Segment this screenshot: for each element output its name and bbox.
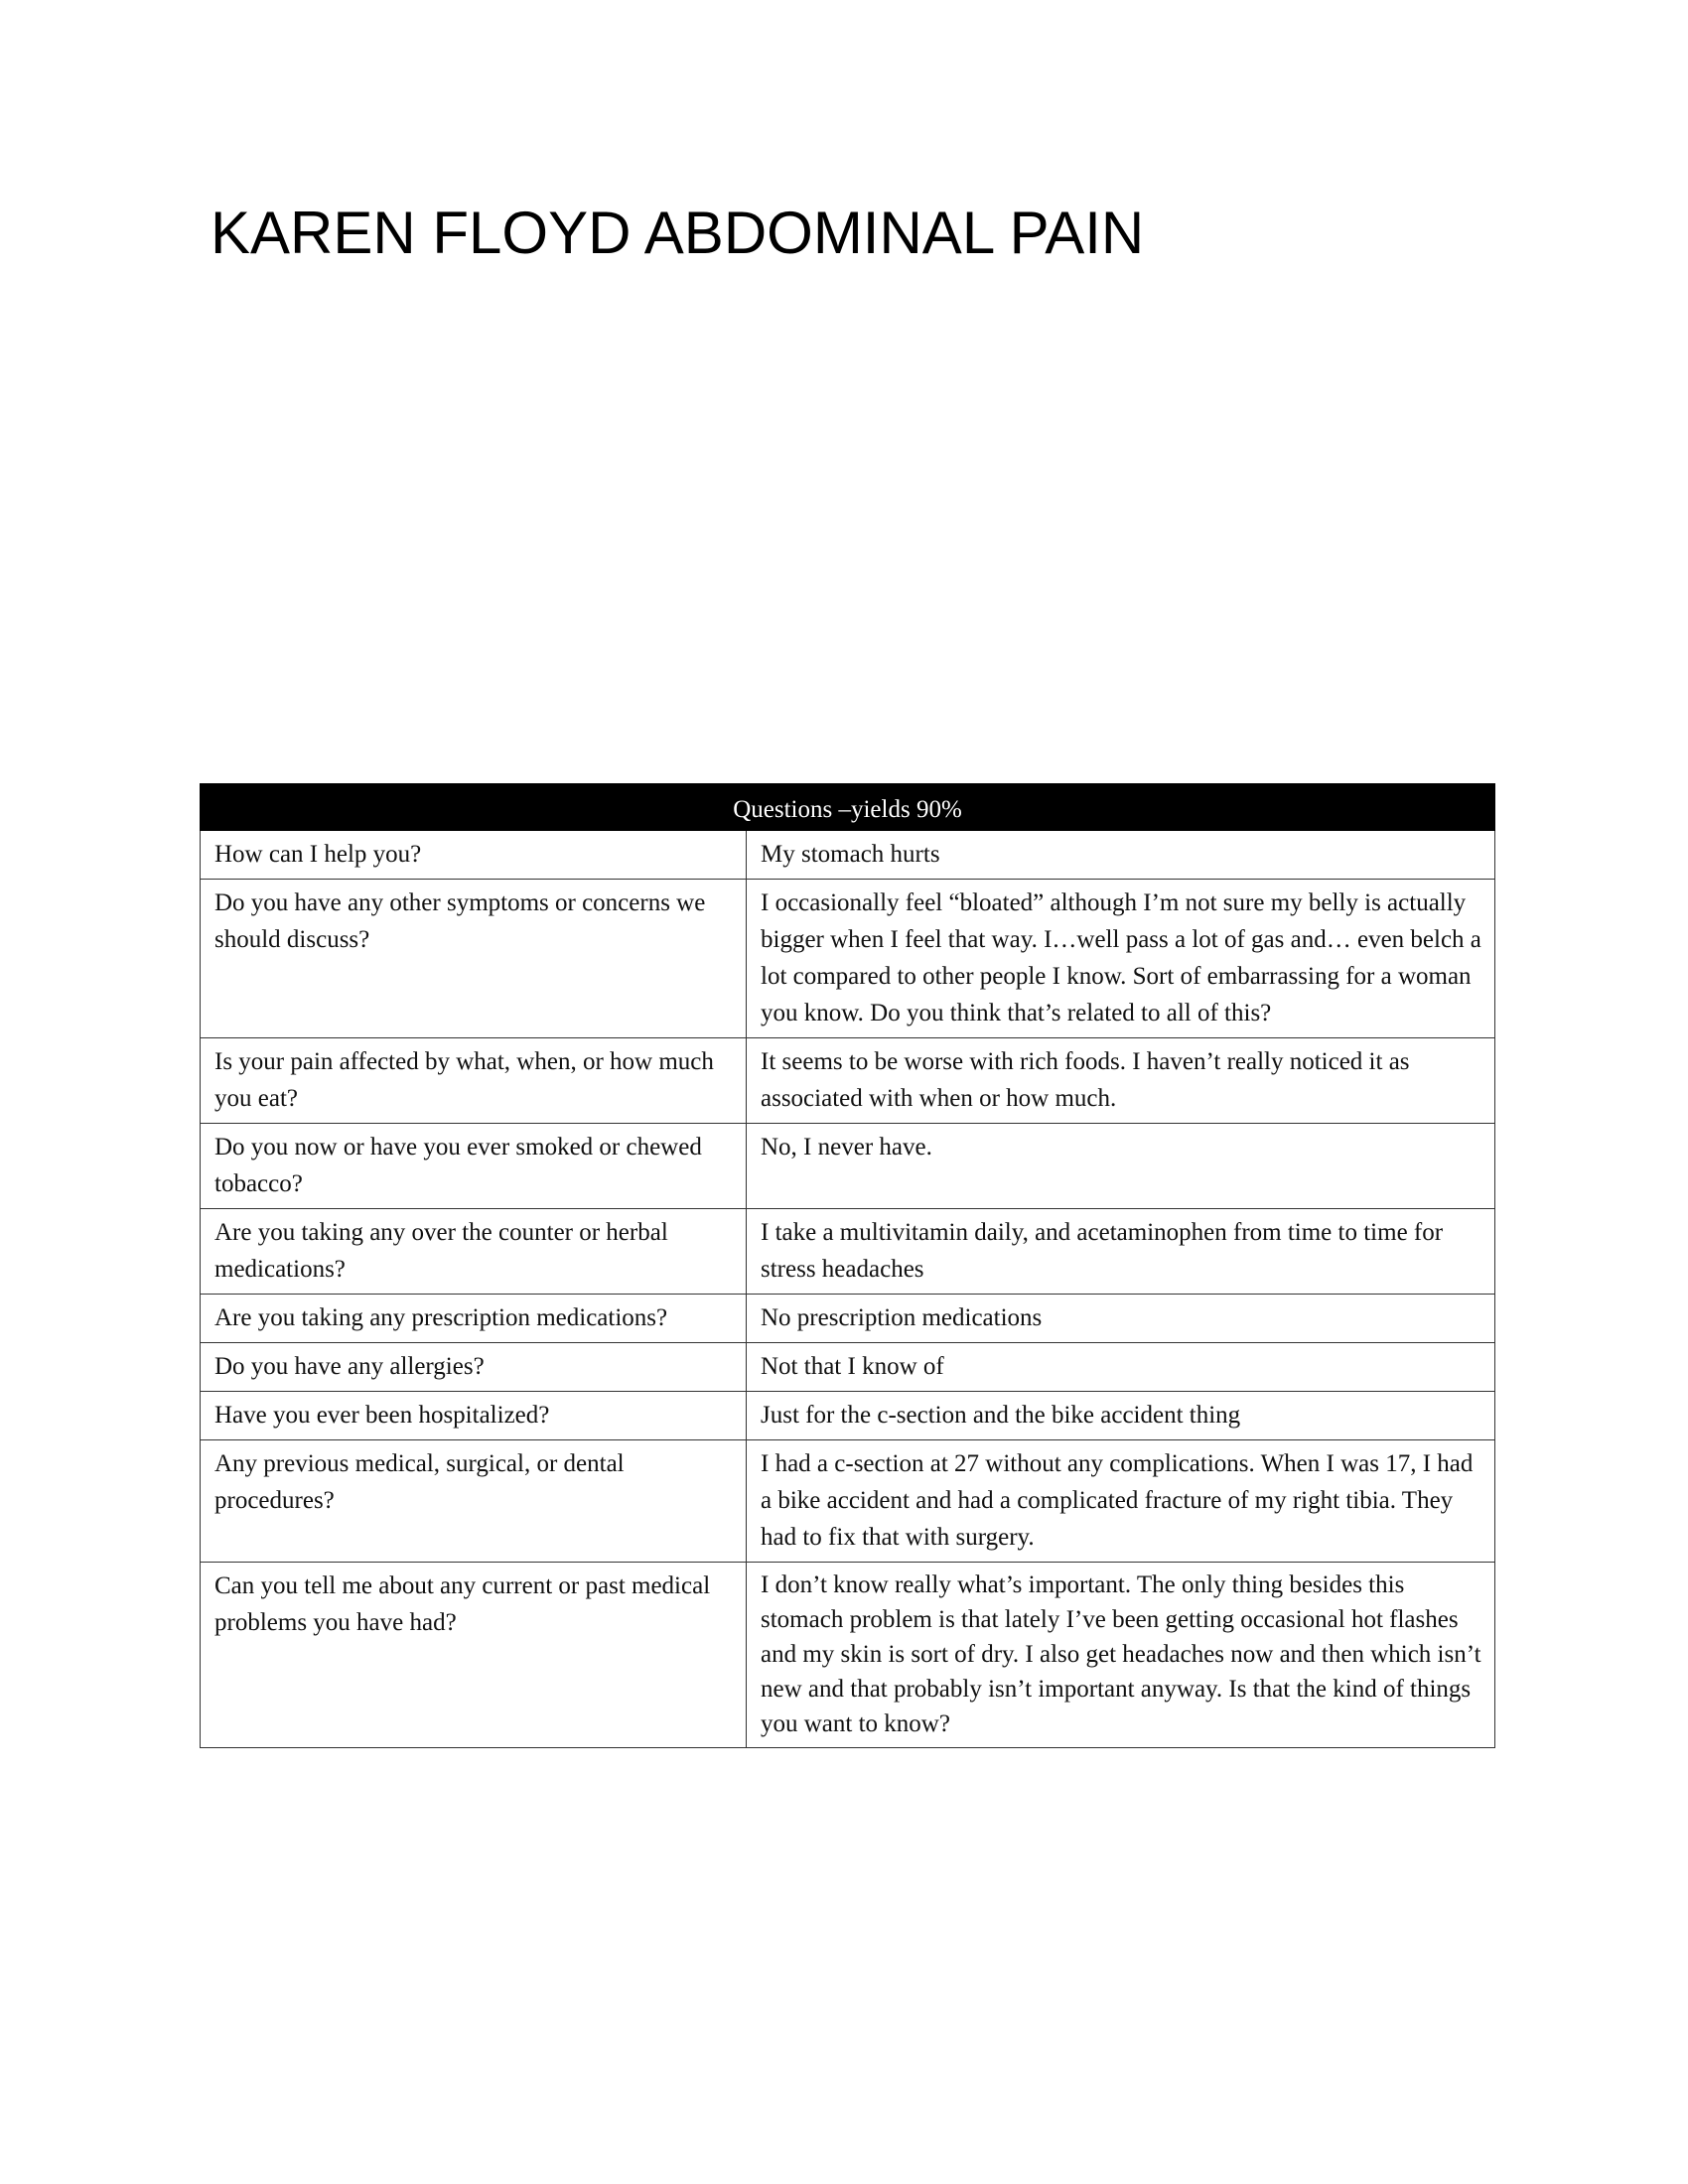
table-row — [201, 1343, 1495, 1392]
question-cell: How can I help you? — [201, 831, 747, 880]
question-cell: Are you taking any over the counter or herbal medications? — [201, 1209, 747, 1295]
table-header-row — [201, 784, 1495, 831]
table-row — [201, 1038, 1495, 1124]
answer-cell: I had a c-section at 27 without any complications. When I was 17, I had a bike accident and had a complicated fracture of my right tibia. They had to fix that with surgery. — [747, 1440, 1495, 1563]
answer-cell: No prescription medications — [747, 1295, 1495, 1343]
questions-table — [200, 783, 1495, 1748]
page-title: KAREN FLOYD ABDOMINAL PAIN — [211, 200, 1145, 266]
question-cell: Is your pain affected by what, when, or how much you eat? — [201, 1038, 747, 1124]
question-cell: Do you have any other symptoms or concerns we should discuss? — [201, 880, 747, 1038]
table-row — [201, 831, 1495, 880]
answer-cell: I take a multivitamin daily, and acetaminophen from time to time for stress headaches — [747, 1209, 1495, 1295]
answer-cell: Not that I know of — [747, 1343, 1495, 1392]
table-row — [201, 880, 1495, 1038]
answer-cell: No, I never have. — [747, 1124, 1495, 1209]
answer-cell: It seems to be worse with rich foods. I haven’t really noticed it as associated with when or how much. — [747, 1038, 1495, 1124]
question-cell: Do you now or have you ever smoked or chewed tobacco? — [201, 1124, 747, 1209]
table-header: Questions –yields 90% — [201, 784, 1495, 831]
answer-cell: I don’t know really what’s important. The only thing besides this stomach problem is that lately I’ve been getting occasional hot flashes and my skin is sort of dry. I also get headaches now and then which isn’t new and that probably isn’t important anyway. Is that the kind of things you want to know? — [747, 1563, 1495, 1748]
answer-cell: Just for the c-section and the bike accident thing — [747, 1392, 1495, 1440]
question-cell: Have you ever been hospitalized? — [201, 1392, 747, 1440]
question-cell: Can you tell me about any current or past medical problems you have had? — [201, 1563, 747, 1748]
question-cell: Do you have any allergies? — [201, 1343, 747, 1392]
answer-cell: My stomach hurts — [747, 831, 1495, 880]
table-row — [201, 1124, 1495, 1209]
answer-cell: I occasionally feel “bloated” although I’m not sure my belly is actually bigger when I feel that way. I…well pass a lot of gas and… even belch a lot compared to other people I know. Sort of embarrassing for a woman you know. Do you think that’s related to all of this? — [747, 880, 1495, 1038]
table-row — [201, 1209, 1495, 1295]
table-row — [201, 1563, 1495, 1748]
question-cell: Any previous medical, surgical, or dental procedures? — [201, 1440, 747, 1563]
question-cell: Are you taking any prescription medications? — [201, 1295, 747, 1343]
table-row — [201, 1392, 1495, 1440]
table-row — [201, 1440, 1495, 1563]
table-row — [201, 1295, 1495, 1343]
